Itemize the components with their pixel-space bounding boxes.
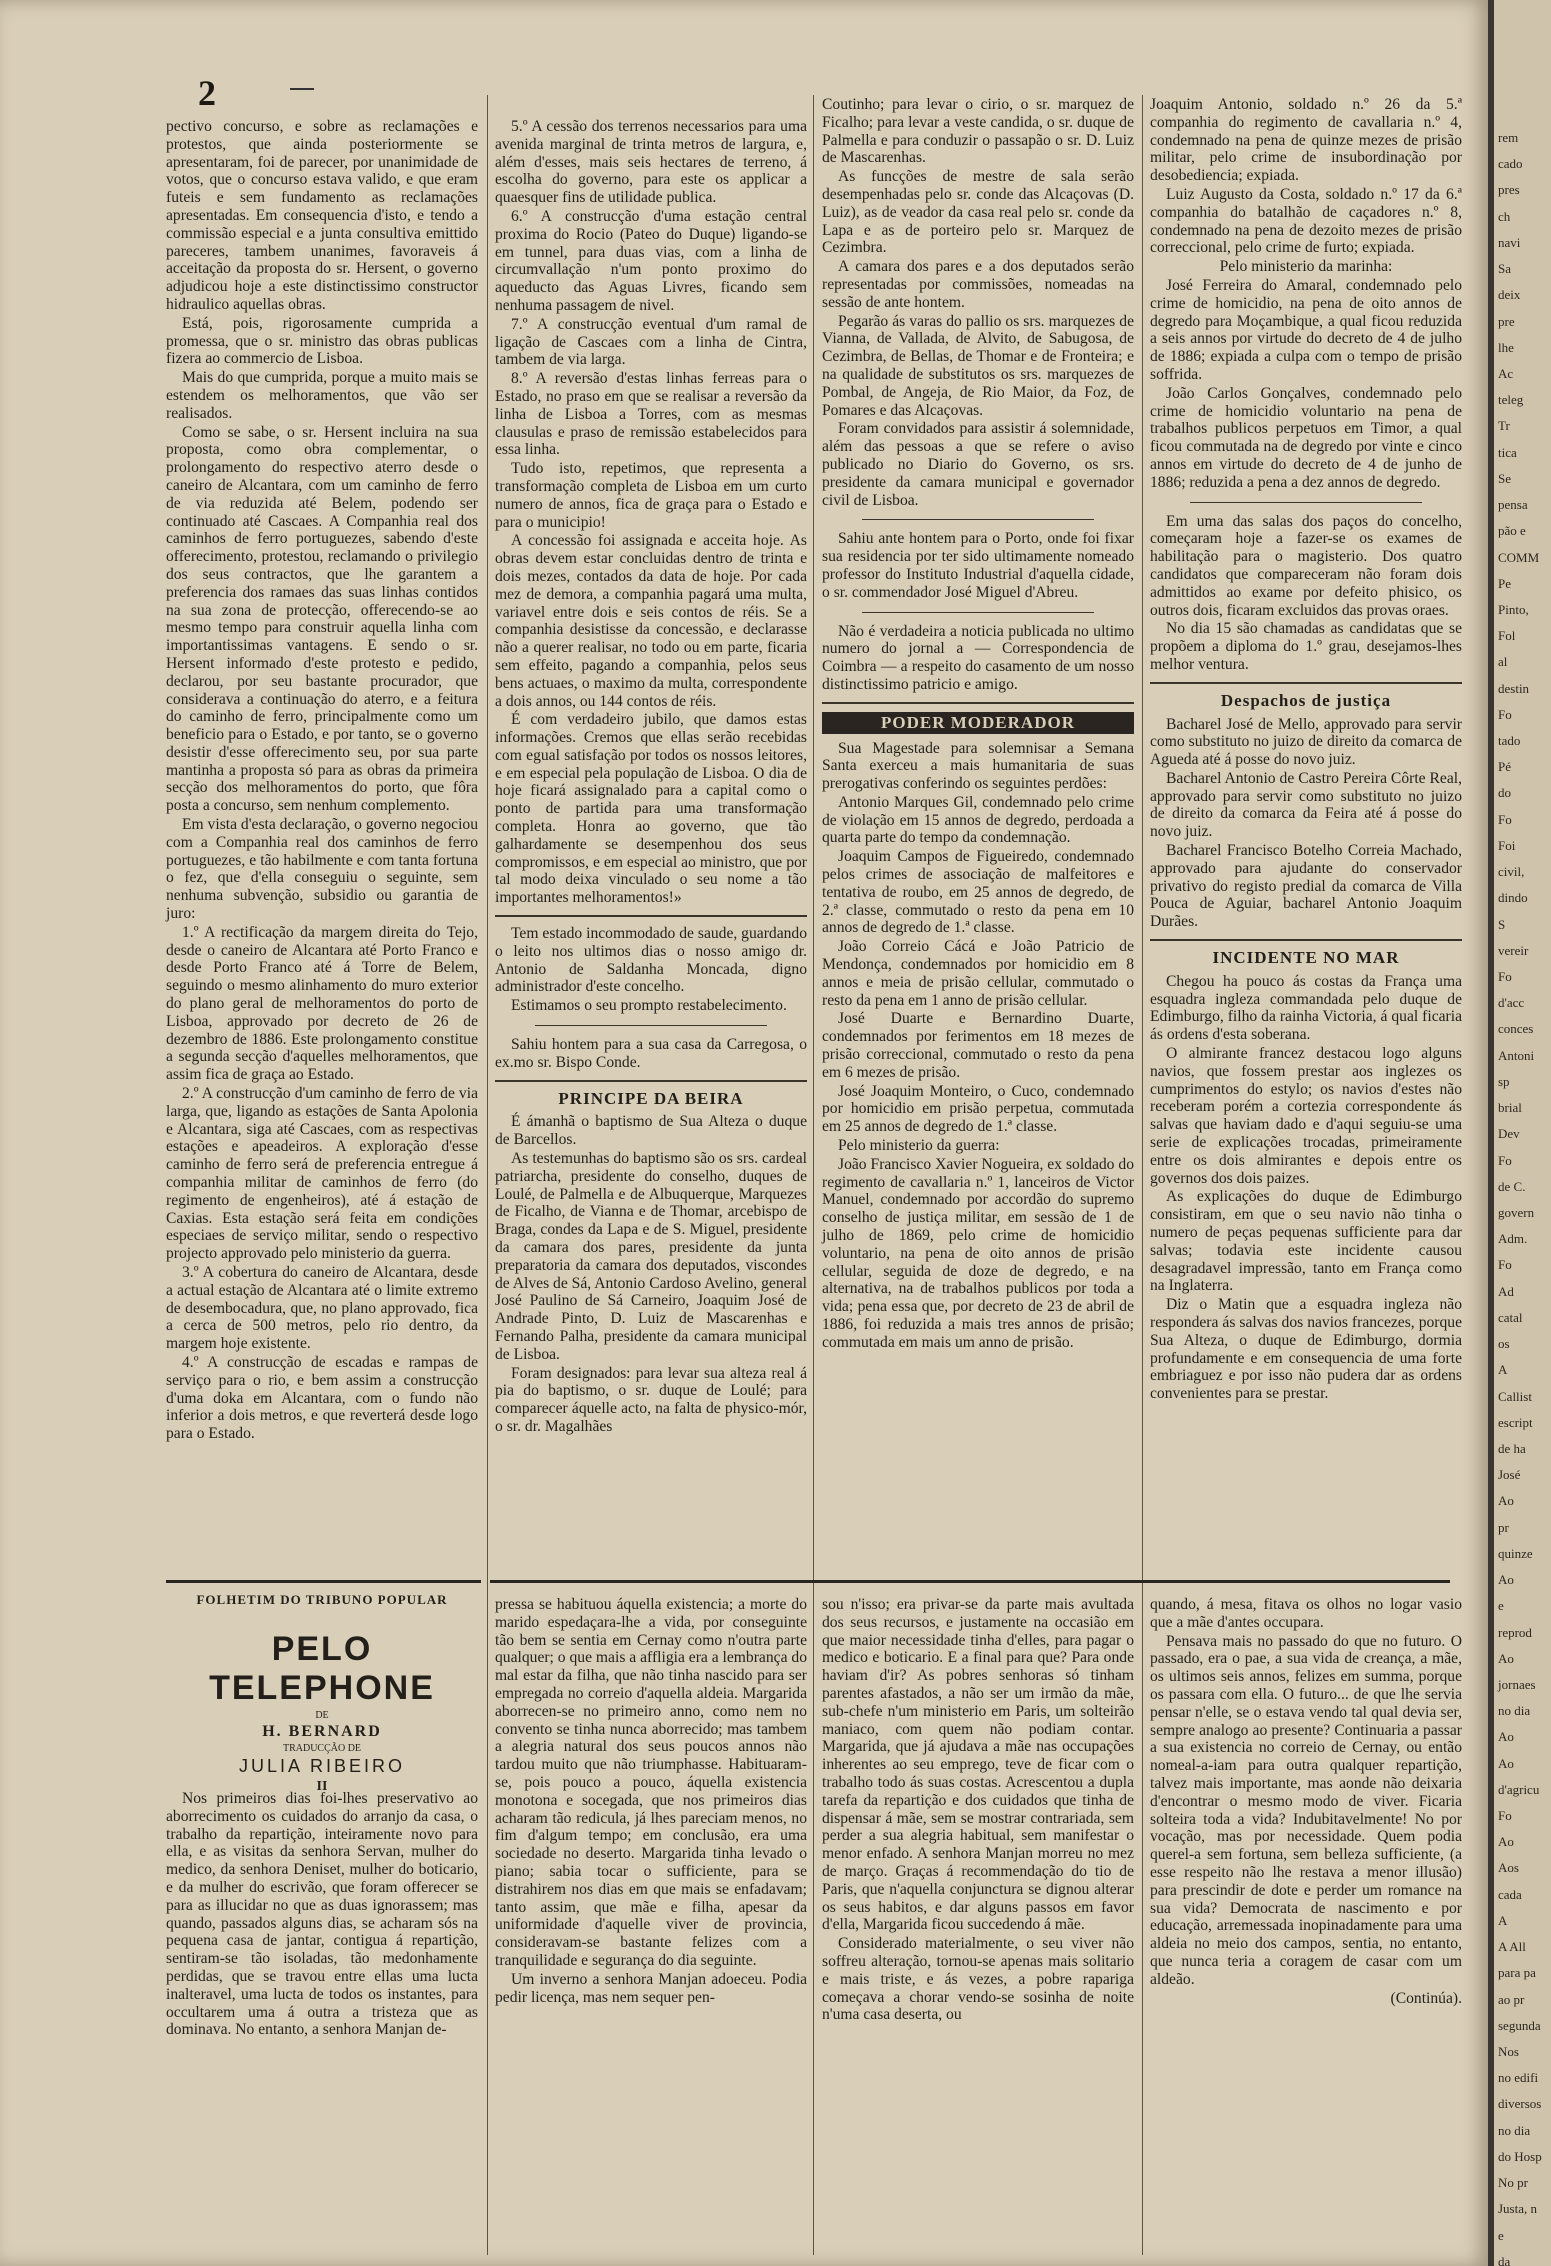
paragraph: Chegou ha pouco ás costas da França uma esquadra ingleza commandada pelo duque de Edimburgo, filho da rainha Victoria, á qual ficaria ás ordens d'esta soberana. <box>1150 972 1462 1044</box>
paragraph: Tudo isto, repetimos, que representa a transformação completa de Lisboa em um curto numero de annos, fica de graça para o Estado e para o municipio! <box>495 460 807 531</box>
section-heading: PRINCIPE DA BEIRA <box>558 1088 744 1108</box>
paragraph: Pegarão ás varas do pallio os srs. marquezes de Vianna, de Vallada, de Alvito, de Sabugosa, de Cezimbra, de Bellas, de Thomar e de Fronteira; e na qualidade de substitutos os srs. marquezes de Pombal, de Angeja, de Rio Maior, da Foz, de Pomares e das Alcaçovas. <box>822 312 1134 419</box>
next-page-fragment: vereir <box>1498 942 1529 958</box>
section-heading: Despachos de justiça <box>1220 690 1392 710</box>
next-page-fragment: de C. <box>1498 1178 1526 1194</box>
next-page-fragment: segunda <box>1498 2017 1541 2033</box>
feuilleton-author: H. BERNARD <box>262 1723 382 1740</box>
section-rule <box>495 915 807 917</box>
paragraph: Em uma das salas dos paços do concelho, começaram hoje a fazer-se os exames de habilitação para o magisterio. Dos quatro candidatos que compareceram não foram dois admittidos ao exame por defeito phisico, os outros dois, ficaram excluidos das provas oraes. <box>1150 512 1462 619</box>
header-dash <box>290 88 314 90</box>
paragraph: No dia 15 são chamadas as candidatas que se propõem a diploma do 1.º grau, desejamos-lhes melhor ventura. <box>1150 620 1462 673</box>
column-2 <box>495 118 807 1437</box>
column-rule <box>487 95 488 2255</box>
paragraph: É com verdadeiro jubilo, que damos estas informações. Cremos que ellas serão recebidas com egual satisfação por todos os nossos leitores, e em especial pela população de Lisboa. O dia de hoje ficará assignalado para a capital como o ponto de partida para uma transformação completa. Honra ao governo, que tão galhardamente se desempenhou dos seus compromissos, e em especial ao ministro, que por tal modo deixa vinculado o seu nome a tão importantes melhoramentos!» <box>495 711 807 907</box>
next-page-fragment: d'agricu <box>1498 1781 1540 1797</box>
next-page-fragment: civil, <box>1498 864 1525 880</box>
next-page-fragment: Antoni <box>1498 1047 1535 1063</box>
next-page-fragment: no dia <box>1498 1703 1531 1719</box>
next-page-fragment: Sa <box>1498 261 1511 277</box>
next-page-fragment: no dia <box>1498 2122 1531 2138</box>
next-page-fragment: deix <box>1498 287 1521 303</box>
paragraph: José Ferreira do Amaral, condemnado pelo crime de homicidio, na pena de oito annos de degredo para Moçambique, a qual ficou reduzida a seis annos por virtude do decreto de 4 de julho de 1886; expiada a culpa com o tempo de prisão soffrida. <box>1150 276 1462 383</box>
next-page-fragment: Ao <box>1498 1755 1514 1771</box>
paragraph: O almirante francez destacou logo alguns navios, que fossem prestar aos inglezes os cumprimentos do estylo; os navios d'estes não receberam porém a cortezia correspondente ás salvas que haviam dado e d'aqui seguiu-se uma serie de explicações trocadas, primeiramente entre os dois almirantes e depois entre os governos dos dois paizes. <box>1150 1045 1462 1187</box>
next-page-fragment: ch <box>1498 208 1511 224</box>
next-page-fragment: brial <box>1498 1100 1522 1116</box>
next-page-fragment: navi <box>1498 234 1521 250</box>
paragraph: Está, pois, rigorosamente cumprida a promessa, que o sr. ministro das obras publicas fizera ao commercio de Lisboa. <box>166 314 478 368</box>
next-page-fragment: diversos <box>1498 2096 1542 2112</box>
paragraph: Sahiu ante hontem para o Porto, onde foi fixar sua residencia por ter sido ultimamente nomeado professor do Instituto Industrial d'aquella cidade, o sr. commendador José Miguel d'Abreu. <box>822 530 1134 601</box>
paragraph: Foram designados: para levar sua alteza real á pia do baptismo, o sr. duque de Loulé; para comparecer áquelle acto, na falta de physico-mór, o sr. dr. Magalhães <box>495 1364 807 1435</box>
next-page-fragment: Fo <box>1498 1257 1512 1273</box>
paragraph: 4.º A construcção de escadas e rampas de serviço para o rio, e bem assim a construcção d'uma doka em Alcantara, com o fundo não inferior a dois metros, e que reverterá desde logo para o Estado. <box>166 1353 478 1443</box>
column-3 <box>822 96 1134 1353</box>
feuilleton-label: FOLHETIM DO TRIBUNO POPULAR <box>196 1592 448 1607</box>
section-rule <box>862 519 1094 520</box>
paragraph: Pelo ministerio da guerra: <box>838 1137 1000 1155</box>
next-page-fragment: conces <box>1498 1021 1534 1037</box>
paragraph: João Correio Cácá e João Patricio de Mendonça, condemnados por homicidio em 8 annos e meia de prisão cellular, commutado o resto da pena em 1 anno de prisão cellular. <box>822 938 1134 1009</box>
next-page-fragment: Ac <box>1498 365 1514 381</box>
feuilleton-rule <box>490 1580 1450 1583</box>
next-page-fragment: Fo <box>1498 706 1512 722</box>
next-page-fragment: Callist <box>1498 1388 1532 1404</box>
next-page-fragment: sp <box>1498 1073 1510 1089</box>
next-page-fragment: d'acc <box>1498 995 1525 1011</box>
paragraph: Joaquim Campos de Figueiredo, condemnado pelos crimes de associação de malfeitores e tentativa de roubo, em 25 annos de degredo, de 2.ª classe, commutado o resto da pena em 10 annos de degredo de 1.ª classe. <box>822 848 1134 937</box>
paragraph: Em vista d'esta declaração, o governo negociou com a Companhia real dos caminhos de ferro portuguezes, e tão habilmente e com tanta fortuna o fez, que d'ella conseguiu o seguinte, sem nenhuma subvenção, subsidio ou garantia de juro: <box>166 816 478 923</box>
paragraph: 8.º A reversão d'estas linhas ferreas para o Estado, no praso em que se realisar a reversão da linha de Lisboa a Torres, com as mesmas clausulas e praso de remissão estabelecidos para essa linha. <box>495 370 807 459</box>
next-page-fragment: José <box>1498 1467 1521 1483</box>
next-page-fragment: Adm. <box>1498 1231 1528 1247</box>
paragraph: Luiz Augusto da Costa, soldado n.º 17 da 6.ª companhia do batalhão de caçadores n.º 8, condemnado na pena de dezoito mezes de prisão correccional, pelo crime de furto; expiada. <box>1150 185 1462 257</box>
paragraph: É ámanhã o baptismo de Sua Alteza o duque de Barcellos. <box>495 1113 807 1149</box>
paragraph: 1.º A rectificação da margem direita do Tejo, desde o caneiro de Alcantara até Porto Franco e desde Porto Franco até á Torre de Belem, seguindo o mesmo alinhamento do muro exterior do plano geral de melhoramentos do porto de Lisboa, approvado por decreto de 26 de dezembro de 1886. Este prolongamento constitue a segunda secção d'aquelles melhoramentos, que assim fica de graça ao Estado. <box>166 923 478 1084</box>
next-page-fragment: dindo <box>1498 890 1528 906</box>
next-page-fragment: de ha <box>1498 1440 1526 1456</box>
next-page-fragment: jornaes <box>1498 1676 1536 1692</box>
paragraph: pectivo concurso, e sobre as reclamações e protestos, que ainda posteriormente se apresentaram, foi de parecer, por unanimidade de votos, que o concurso estava valido, e que eram futeis e sem fundamento as reclamações apresentadas. Em consequencia d'isto, e tendo a commissão especial e a junta consultiva emittido pareceres, tambem unanimes, favoraveis á acceitação da proposta do sr. Hersent, o governo adjudicou hoje a este distinctissimo constructor hidraulico aquellas obras. <box>166 118 478 313</box>
feuilleton-column-3 <box>822 1596 1134 2025</box>
feuilleton-de: DE <box>315 1710 329 1721</box>
next-page-fragment: Ao <box>1498 1493 1514 1509</box>
paragraph: Diz o Matin que a esquadra ingleza não respondera ás salvas dos navios francezes, porque Sua Alteza, o duque de Edimburgo, dormia profundamente e em consequencia de uma forte embriaguez e por isso não pudera dar as ordens convenientes para se prestar. <box>1150 1296 1462 1403</box>
column-1 <box>166 118 478 1444</box>
next-page-fragment: Ao <box>1498 1834 1514 1850</box>
next-page-fragment: escript <box>1498 1414 1533 1430</box>
section-rule <box>495 1080 807 1082</box>
feuilleton-traducao: TRADUCÇÃO DE <box>282 1743 362 1754</box>
paragraph: quando, á mesa, fitava os olhos no logar vasio que a mãe d'antes occupara. <box>1150 1596 1462 1631</box>
next-page-fragment: pr <box>1498 1519 1509 1535</box>
paragraph: Tem estado incommodado de saude, guardando o leito nos ultimos dias o nosso amigo dr. Antonio de Saldanha Moncada, digno administrador d'este concelho. <box>495 925 807 996</box>
paragraph: João Francisco Xavier Nogueira, ex soldado do regimento de cavallaria n.º 1, lanceiros de Victor Manuel, condemnado por accordão do supremo conselho de justiça militar, em sessão de 1 de julho de 1869, pelo crime de homicidio voluntario, na pena de oito annos de prisão cellular, seguida de doze de degredo, e na alternativa, na de trabalhos publicos por toda a vida; pena essa que, por decreto de 23 de abril de 1886, foi reduzida a mais tres annos de prisão; commutada em mais um anno de prisão. <box>822 1155 1134 1351</box>
next-page-fragment: pres <box>1498 182 1520 198</box>
paragraph: As explicações do duque de Edimburgo consistiram, em que o seu navio não tinha o numero de peças pequenas sufficiente para dar salvas; todavia este incidente causou desagradavel impressão, tanto em França como na Inglaterra. <box>1150 1188 1462 1295</box>
next-page-fragment: lhe <box>1498 339 1514 355</box>
paragraph: Bacharel José de Mello, approvado para servir como substituto no juizo de direito da comarca de Agueda até á posse do novo juiz. <box>1150 715 1462 769</box>
paragraph: 7.º A construcção eventual d'um ramal de ligação de Cascaes com a linha de Cintra, tambem de via larga. <box>495 315 807 369</box>
section-rule <box>1150 939 1462 941</box>
paragraph: Como se sabe, o sr. Hersent incluira na sua proposta, como obra complementar, o prolongamento do respectivo aterro desde o caneiro de Alcantara, com um caminho de ferro de via reduzida até Belem, podendo ser continuado até Cascaes. A Companhia real dos caminhos de ferro portuguezes, sabendo d'este offerecimento, protestou, reclamando o privilegio dos seus contractos, que lhe garantem a preferencia dos ramaes das suas linhas contidos na sua zona de protecção, offerecendo-se ao mesmo tempo para construir aquella linha com importantissimas vantagens. E sendo o sr. Hersent informado d'este protesto e pedido, declarou, por seu bastante procurador, que considerava a continuação do aterro, e a feitura do caminho de ferro, principalmente como um beneficio para o Estado, e por tanto, se o governo desistir d'esse offerecimento seu, por sua parte mantinha a proposta só para as obras da primeira secção dos melhoramentos do porto, que fôra posta a concurso, sem nenhum complemento. <box>166 423 478 815</box>
next-page-fragment: Nos <box>1498 2044 1519 2060</box>
next-page-fragment: Fo <box>1498 811 1512 827</box>
paragraph: Estimamos o seu prompto restabelecimento. <box>511 997 787 1015</box>
section-rule <box>1190 502 1422 503</box>
paragraph: As funcções de mestre de sala serão desempenhadas pelo sr. conde das Alcaçovas (D. Luiz), as de veador da casa real pelo sr. conde da Lapa e as de porteiro pelo sr. Marquez de Cezimbra. <box>822 168 1134 257</box>
next-page-fragment: e <box>1498 2227 1504 2243</box>
paragraph: João Carlos Gonçalves, condemnado pelo crime de homicidio voluntario na pena de trabalhos publicos perpetuos em Timor, a qual ficou commutada na de degredo por vinte e cinco annos em virtude do decreto de 4 de junho de 1886; reduzida a pena a dez annos de degredo. <box>1150 384 1462 491</box>
paragraph: (Continúa). <box>1390 1989 1462 2007</box>
paragraph: 3.º A cobertura do caneiro de Alcantara, desde a actual estação de Alcantara até o limite extremo de desembocadura, que, no plano approvado, fica a cerca de 500 metros, pelo rio dentro, da margem hoje existente. <box>166 1264 478 1353</box>
page-number: 2 <box>198 73 216 113</box>
paragraph: Nos primeiros dias foi-lhes preservativo ao aborrecimento os cuidados do arranjo da casa, o trabalho da repartição, inteiramente novo para ella, e as visitas da senhora Servan, mulher do medico, da senhora Deniset, mulher do boticario, e da mulher do escrivão, que foram offerecer se para as illucidar no que as duas ignorassem; mas quando, passados alguns dias, se acharam sós na pequena casa de jantar, contigua á repartição, sentiram-se tão isoladas, tão medonhamente perdidas, que se travou entre ellas uma lucta inalteravel, uma lucta de todos os instantes, para occultarem uma á outra a tristeza que as dominava. No entanto, a senhora Manjan de- <box>166 1790 478 2039</box>
next-page-fragment: no edifi <box>1498 2070 1539 2086</box>
next-page-edge <box>1494 0 1551 2266</box>
paragraph: Sahiu hontem para a sua casa da Carregosa, o ex.mo sr. Bispo Conde. <box>495 1036 807 1071</box>
feuilleton-column-4 <box>1150 1596 1462 2008</box>
column-rule <box>813 95 814 2255</box>
section-heading: PODER MODERADOR <box>822 712 1134 734</box>
next-page-fragment: Tr <box>1498 418 1510 434</box>
next-page-fragment: os <box>1498 1336 1510 1352</box>
next-page-fragment: cado <box>1498 156 1523 172</box>
next-page-fragment: Foi <box>1498 837 1516 853</box>
paragraph: Mais do que cumprida, porque a muito mais se estendem os melhoramentos, que vão ser realisados. <box>166 369 478 422</box>
next-page-fragment: destin <box>1498 680 1530 696</box>
paragraph: Bacharel Antonio de Castro Pereira Côrte Real, approvado para servir como substituto no juizo de direito da comarca da Feira até á posse do novo juiz. <box>1150 769 1462 841</box>
next-page-fragment: Ao <box>1498 1572 1514 1588</box>
paragraph: pressa se habituou áquella existencia; a morte do marido espedaçara-lhe a vida, por conseguinte tão bem se sentia em Cernay como n'outra parte qualquer; o que mais a affligia era a lembrança do mal estar da filha, que não tinha nascido para ser empregada no correio d'aquella aldeia. Margarida aborrecen-se no primeiro anno, como nem no convento se tinha nunca aborrecido; mas tambem a alegria natural dos seus poucos annos não tardou muito que não triumphasse. Habituaram-se, pois pouco a pouco, áquella existencia monotona e socegada, que nos primeiros dias acharam tão redicula, já lhes pareciam menos, no fim d'algum tempo; em conclusão, era uma sociedade no deserto. Margarida tinha levado o piano; sabia tocar o sufficiente, para se distrahirem nos dias em que mais se enfadavam; tanto assim, que mãe e filha, apesar da uniformidade d'aquelle viver de provincia, consideravam-se bastante felizes com a tranquilidade e segurança do dia seguinte. <box>495 1596 807 1969</box>
section-rule <box>1150 682 1462 684</box>
next-page-fragment: catal <box>1498 1309 1523 1325</box>
feuilleton-header <box>168 1592 476 1795</box>
next-page-fragment: Aos <box>1498 1860 1519 1876</box>
next-page-fragment: Se <box>1498 470 1511 486</box>
next-page-fragment: al <box>1498 654 1508 670</box>
next-page-fragment: Ao <box>1498 1650 1514 1666</box>
next-page-fragment: rem <box>1498 130 1519 145</box>
next-page-fragment: Ad <box>1498 1283 1514 1299</box>
paragraph: Não é verdadeira a noticia publicada no ultimo numero do jornal a — Correspondencia de Coimbra — a respeito do casamento de um nosso distinctissimo patricio e amigo. <box>822 622 1134 693</box>
feuilleton-chapter: II <box>316 1779 328 1794</box>
next-page-fragment: cada <box>1498 1886 1522 1902</box>
section-rule <box>822 702 1134 704</box>
next-page-fragment: S <box>1498 916 1506 932</box>
paragraph: Considerado materialmente, o seu viver não soffreu alteração, tornou-se apenas mais solitario e mais triste, e ás vezes, a pobre rapariga começava a chorar vendo-se sosinha de noite n'uma casa deserta, ou <box>822 1935 1134 2024</box>
paragraph: 6.º A construcção d'uma estação central proxima do Rocio (Pateo do Duque) ligando-se em tunnel, para duas vias, com a linha de circumvallação n'um ponto proximo do aqueducto das Aguas Livres, ficando sem nenhuma passagem de nivel. <box>495 207 807 314</box>
next-page-fragment: Dev <box>1498 1126 1520 1142</box>
next-page-fragment: quinze <box>1498 1545 1533 1561</box>
next-page-fragment: reprod <box>1498 1624 1532 1640</box>
next-page-fragment: Fo <box>1498 1152 1512 1168</box>
paragraph: A camara dos pares e a dos deputados serão representadas por commissões, nomeadas na sessão de ante hontem. <box>822 258 1134 311</box>
paragraph: As testemunhas do baptismo são os srs. cardeal patriarcha, presidente do conselho, duques de Loulé, de Palmella e de Albuquerque, Marquezes de Ficalho, de Vianna e de Thomar, arcebispo de Braga, condes da Lapa e de S. Miguel, presidente da camara dos pares, presidente da junta preparatoria da camara dos deputados, viscondes de Alves de Sá, Antonio Cardoso Avelino, general José Paulino de Sá Carneiro, Joaquim José de Andrade Pinto, D. Luiz de Mascarenhas e Fernando Palha, presidente da camara municipal de Lisboa. <box>495 1150 807 1363</box>
paragraph: Bacharel Francisco Botelho Correia Machado, approvado para ajudante do conservador privativo do registo predial da comarca de Villa Pouca de Aguiar, bacharel Antonio Joaquim Durães. <box>1150 842 1462 931</box>
next-page-fragment: Pe <box>1498 575 1511 591</box>
next-page-fragment: pão e <box>1498 523 1526 539</box>
paragraph: Coutinho; para levar o cirio, o sr. marquez de Ficalho; para levar a veste candida, o sr. duque de Palmella e para conduzir o passapão o sr. D. Luiz de Mascarenhas. <box>822 96 1134 167</box>
next-page-fragment: Ao <box>1498 1729 1514 1745</box>
paragraph: Pensava mais no passado do que no futuro. O passado, era o pae, a sua vida de creança, a mãe, os ultimos seis annos, felizes em summa, porque os passara com ella. O futuro... de que lhe servia pensar n'elle, se o estava vendo tal qual devia ser, sempre analogo ao presente? Continuaria a passar a sua existencia no correio de Cernay, ou então nomeal-a-iam para outra qualquer repartição, talvez mais importante, mas aonde não deixaria d'encontrar o mesmo modo de viver. Ficaria solteira toda a vida? Indubitavelmente! No por vocação, mas por necessidade. Quem podia querel-a sem fortuna, sem belleza sufficiente, (a esse respeito não lhe restava a menor illusão) para prescindir de dote e perder um romance na sua vida? Democrata de nascimento e por educação, arremessada inopinadamente para uma aldeia no meio dos campos, sentia, no entanto, que nunca teria a coragem de casar com um aldeão. <box>1150 1632 1462 1988</box>
next-page-fragment: Justa, n <box>1498 2201 1537 2217</box>
next-page-fragment: tado <box>1498 733 1521 749</box>
paragraph: Joaquim Antonio, soldado n.º 26 da 5.ª companhia do regimento de cavallaria n.º 4, condemnado na pena de quinze mezes de prisão militar, pelo crime de insubordinação por desobediencia; expiada. <box>1150 96 1462 185</box>
next-page-fragment: tica <box>1498 444 1517 460</box>
next-page-fragment: do Hosp <box>1498 2148 1542 2164</box>
next-page-fragment: pensa <box>1498 497 1528 513</box>
next-page-fragment: e <box>1498 1598 1504 1614</box>
next-page-fragment: Pinto, <box>1498 601 1529 617</box>
paragraph: José Duarte e Bernardino Duarte, condemnados por ferimentos em 18 mezes de prisão correccional, commutado o resto da pena em 6 mezes de prisão. <box>822 1010 1134 1081</box>
next-page-fragment: govern <box>1498 1205 1535 1220</box>
section-heading: INCIDENTE NO MAR <box>1212 948 1400 968</box>
feuilleton-column-2 <box>495 1596 807 2007</box>
paragraph: Antonio Marques Gil, condemnado pelo crime de violação em 15 annos de degredo, perdoada a quarta parte do tempo da condemnação. <box>822 793 1134 847</box>
next-page-fragment: do <box>1498 785 1511 801</box>
paragraph: A concessão foi assignada e acceita hoje. As obras devem estar concluidas dentro de trinta e dois mezes, contados da data de hoje. Por cada mez de demora, a companhia pagará uma multa, variavel entre dois e seis contos de réis. Se a companhia desistisse da concessão, e declarasse não a querer realisar, no todo ou em parte, ficaria sem effeito, pagando a companhia, pelos seus bens actuaes, o maximo da multa, correspondente a dois annos, ou 144 contos de réis. <box>495 532 807 710</box>
next-page-fragment: A <box>1498 1912 1508 1928</box>
next-page-fragment: A All <box>1498 1939 1526 1955</box>
next-page-fragment: pre <box>1498 313 1515 329</box>
next-page-fragment: Fo <box>1498 1808 1512 1824</box>
paragraph: Foram convidados para assistir á solemnidade, além das pessoas a que se refere o aviso publicado no Diario do Governo, os srs. presidente da camara municipal e governador civil de Lisboa. <box>822 420 1134 509</box>
paragraph: 2.º A construcção d'um caminho de ferro de via larga, que, ligando as estações de Santa Apolonia e Alcantara, siga até Cascaes, com as respectivas estações e apeadeiros. A exploração d'esse caminho de ferro será de preferencia entregue á companhia militar de caminhos de ferro (do regimento de engenheiros), até á estação de Caxias. Esta estação será feita em condições especiaes de serviço militar, sendo o respectivo projecto approvado pelo ministerio da guerra. <box>166 1085 478 1263</box>
column-4 <box>1150 96 1462 1404</box>
next-page-fragment: teleg <box>1498 392 1524 408</box>
next-page-fragment: A <box>1498 1362 1508 1378</box>
feuilleton-column-1 <box>166 1790 478 2040</box>
next-page-fragment: Pé <box>1498 759 1511 775</box>
section-rule <box>535 1025 767 1026</box>
paragraph: Pelo ministerio da marinha: <box>1219 258 1393 276</box>
paragraph: 5.º A cessão dos terrenos necessarios para uma avenida marginal de trinta metros de largura, e, além d'esses, mais seis hectares de terreno, á escolha do governo, para este os applicar a quaesquer fins de utilidade publica. <box>495 118 807 207</box>
next-page-fragment: ao pr <box>1498 1991 1525 2007</box>
next-page-fragment: da <box>1498 2253 1511 2266</box>
next-page-fragment: COMM <box>1498 549 1540 565</box>
paragraph: José Joaquim Monteiro, o Cuco, condemnado por homicidio em prisão perpetua, commutada em 25 annos de degredo de 1.ª classe. <box>822 1082 1134 1136</box>
next-page-fragment: Fo <box>1498 969 1512 985</box>
next-page-fragment: Fol <box>1498 628 1516 644</box>
paragraph: Sua Magestade para solemnisar a Semana Santa exerceu a mais humanitaria de suas prerogativas conferindo os seguintes perdões: <box>822 739 1134 793</box>
paragraph: Um inverno a senhora Manjan adoeceu. Podia pedir licença, mas nem sequer pen- <box>495 1970 807 2006</box>
feuilleton-translator: JULIA RIBEIRO <box>238 1756 406 1776</box>
feuilleton-title: PELO TELEPHONE <box>209 1630 435 1707</box>
next-page-fragment: para pa <box>1498 1965 1536 1981</box>
section-rule <box>862 612 1094 613</box>
next-page-fragment: No pr <box>1498 2175 1528 2191</box>
paragraph: sou n'isso; era privar-se da parte mais avultada dos seus recursos, e justamente na occasião em que maior necessidade tinha d'elles, para pagar o medico e boticario. E a final para que? Para onde haviam d'ir? As pobres senhoras só tinham parentes afastados, a não ser um irmão da mãe, sub-chefe n'um ministerio em Paris, um solteirão maniaco, com quem não podiam contar. Margarida, que já ajudava a mãe nas occupações inherentes ao seu emprego, teve de ficar com o trabalho todo ás suas costas. Acrescentou a dupla tarefa da repartição e dos cuidados que tinha de dispensar á mãe, sem se mostrar contrariada, sem perder a sua alegria habitual, sem manifestar o menor enfado. A senhora Manjan morreu no mez de março. Graças á recommendação do tio de Paris, que n'aquella conjunctura se dignou alterar os seus habitos, e dar alguns passos em favor d'ella, Margarida ficou succedendo á mãe. <box>822 1596 1134 1934</box>
feuilleton-rule <box>166 1580 481 1583</box>
column-rule <box>1142 95 1143 2255</box>
